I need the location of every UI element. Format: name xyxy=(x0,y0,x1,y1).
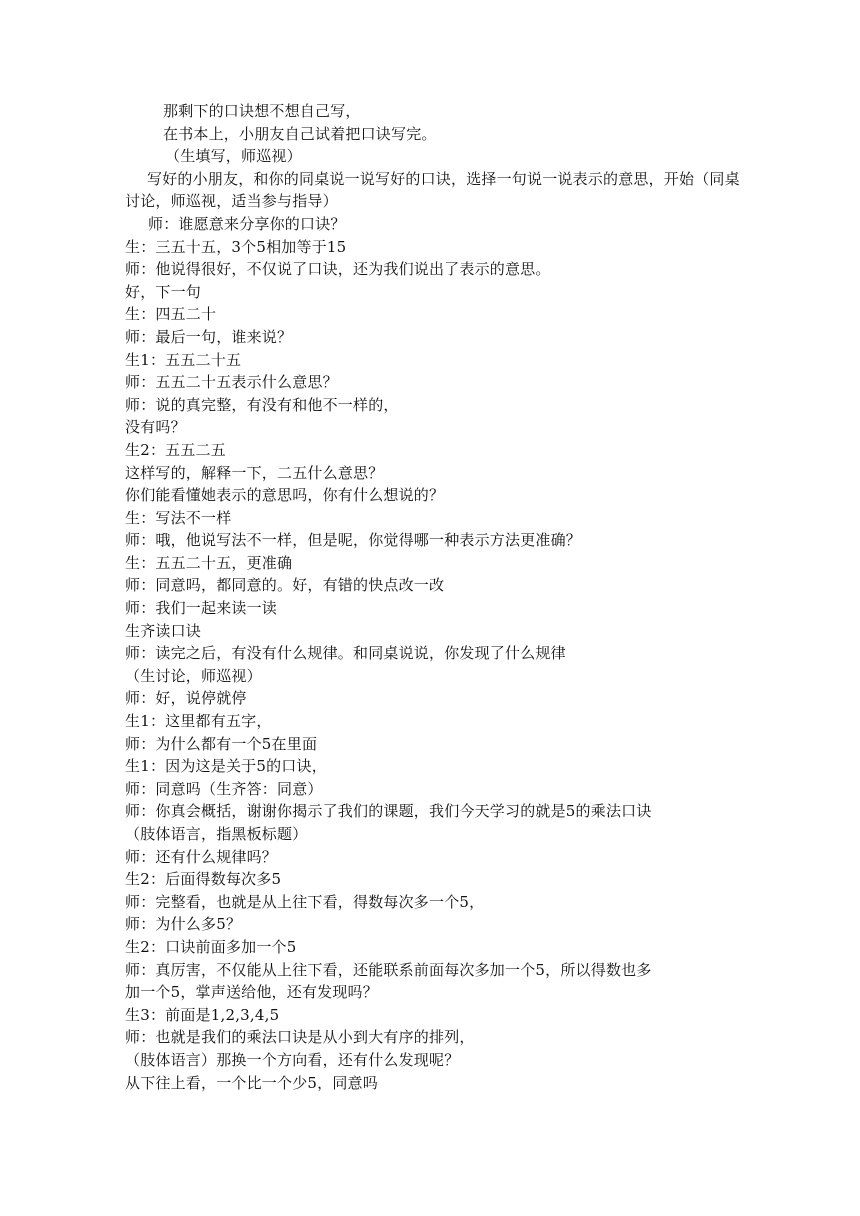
text-line: 生1：因为这是关于5的口诀， xyxy=(125,757,327,776)
text-line: （生讨论，师巡视） xyxy=(125,666,262,685)
text-line: 你们能看懂她表示的意思吗，你有什么想说的？ xyxy=(125,486,445,505)
text-line: 师：我们一起来读一读 xyxy=(125,599,278,618)
text-line: 师：五五二十五表示什么意思？ xyxy=(125,373,338,392)
text-line: 师：同意吗，都同意的。好，有错的快点改一改 xyxy=(125,576,445,595)
text-line: 好，下一句 xyxy=(125,282,202,301)
text-line: 生2：口诀前面多加一个5 xyxy=(125,937,297,956)
text-line: 师：谁愿意来分享你的口诀？ xyxy=(148,214,346,233)
text-line: 师：好，说停就停 xyxy=(125,689,247,708)
text-line: 师：他说得很好，不仅说了口诀，还为我们说出了表示的意思。 xyxy=(125,260,551,279)
text-line: 这样写的，解释一下，二五什么意思？ xyxy=(125,463,384,482)
text-line: 生2：后面得数每次多5 xyxy=(125,870,282,889)
text-line: 从下往上看，一个比一个少5，同意吗 xyxy=(125,1073,378,1092)
text-line: 师：还有什么规律吗？ xyxy=(125,847,278,866)
text-line: 生：三五十五，3个5相加等于15 xyxy=(125,237,347,256)
text-line: （肢体语言，指黑板标题） xyxy=(125,825,308,843)
text-line: 生：写法不一样 xyxy=(125,508,232,527)
text-line: 加一个5，掌声送给他，还有发现吗？ xyxy=(125,983,378,1002)
text-line: 师：哦，他说写法不一样，但是呢，你觉得哪一种表示方法更准确？ xyxy=(125,531,582,550)
text-line: 师：最后一句，谁来说？ xyxy=(125,327,293,346)
text-line: 生：五五二十五，更准确 xyxy=(125,553,293,572)
text-line: （生填写，师巡视） xyxy=(165,147,302,166)
text-line: 没有吗？ xyxy=(125,418,186,437)
text-line: 师：完整看，也就是从上往下看，得数每次多一个5， xyxy=(125,892,485,911)
text-line: 师：同意吗（生齐答：同意） xyxy=(125,779,323,798)
text-line: 生2：五五二五 xyxy=(125,440,226,459)
text-line: 师：读完之后，有没有什么规律。和同桌说说，你发现了什么规律 xyxy=(125,644,566,663)
text-line: 师：说的真完整，有没有和他不一样的， xyxy=(125,395,399,414)
text-line: 生1：这里都有五字， xyxy=(125,712,272,731)
text-line: 生3：前面是1,2,3,4,5 xyxy=(125,1005,280,1024)
text-line: 师：为什么多5？ xyxy=(125,915,242,934)
text-line: 生1：五五二十五 xyxy=(125,350,242,369)
text-line: 师：你真会概括，谢谢你揭示了我们的课题，我们今天学习的就是5的乘法口诀 xyxy=(125,802,652,821)
text-paragraph: 写好的小朋友，和你的同桌说一说写好的口诀，选择一句说一说表示的意思，开始（同桌讨论，师巡视，适当参与指导） xyxy=(125,169,740,211)
text-line: （肢体语言）那换一个方向看，还有什么发现呢？ xyxy=(125,1050,460,1069)
text-line: 在书本上，小朋友自己试着把口诀写完。 xyxy=(163,124,437,143)
text-line: 生：四五二十 xyxy=(125,305,217,324)
lesson-transcript xyxy=(125,100,745,1094)
text-line: 师：为什么都有一个5在里面 xyxy=(125,734,318,753)
text-line: 师：真厉害，不仅能从上往下看，还能联系前面每次多加一个5，所以得数也多 xyxy=(125,960,652,979)
text-line: 师：也就是我们的乘法口诀是从小到大有序的排列， xyxy=(125,1028,475,1047)
text-line: 那剩下的口诀想不想自己写， xyxy=(163,102,361,120)
text-line: 生齐读口诀 xyxy=(125,621,202,640)
